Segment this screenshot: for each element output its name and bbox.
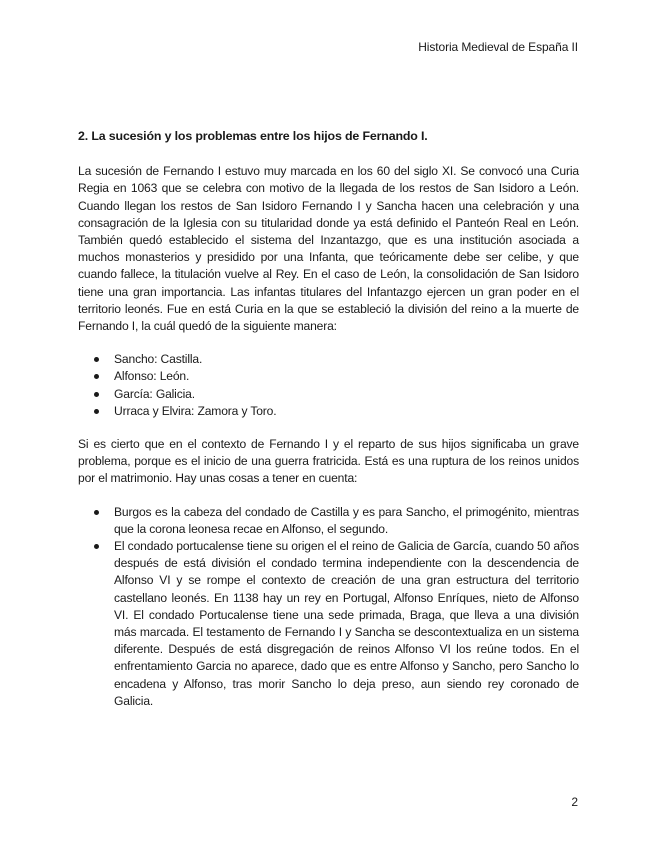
list-item [78,403,579,420]
intro-paragraph: La sucesión de Fernando I estuvo muy marcada en los 60 del siglo XI. Se convocó una Curia Regia en 1063 que se celebra con motivo de la llegada de los restos de San Isidoro a León. Cuando llegan los restos de San Isidoro Fernando I y Sancha hacen una celebración y una consagración de la Iglesia con su titularidad donde ya está definido el Panteón Real en León. También quedó establecido el sistema del Inzantazgo, que es una institución asociada a muchos monasterios y presidido por una Infanta, que teóricamente debe ser celibe, y que cuando fallece, la titulación vuelve al Rey. En el caso de León, la consolidación de San Isidoro tiene una gran importancia. Las infantas titulares del Infantazgo ejercen un gran poder en el territorio leonés. Fue en está Curia en la que se estableció la división del reino a la muerte de Fernando I, la cuál quedó de la siguiente manera: [78,164,579,334]
list-item-text: El condado portucalense tiene su origen el el reino de Galicia de García, cuando 50 años después de está división el condado termina independiente con la descendencia de Alfonso VI y se rompe el contexto de creación de una gran estructura del territorio castellano leonés. En 1138 hay un rey en Portugal, Alfonso Enríques, nieto de Alfonso VI. El condado Portucalense tiene una sede primada, Braga, que lleva a una división más marcada. El testamento de Fernando I y Sancha se descontextualiza en un sistema diferente. Después de está disgregación de reinos Alfonso VI los reúne todos. En el enfrentamiento Garcia no aparece, dado que es entre Alfonso y Sancho, pero Sancho lo encadena y Alfonso, tras morir Sancho lo deja preso, aun siendo rey coronado de Galicia. [114,539,579,708]
bullet-icon [94,510,99,515]
bullet-icon [94,409,99,414]
list-item-text: García: Galicia. [114,386,195,401]
bullet-icon [94,392,99,397]
division-list [78,351,579,420]
page-content [78,128,579,726]
list-item-text: Urraca y Elvira: Zamora y Toro. [114,403,277,418]
bullet-icon [94,357,99,362]
list-item-text: Sancho: Castilla. [114,352,203,367]
list-item-text: Burgos es la cabeza del condado de Castilla y es para Sancho, el primogénito, mientras que la corona leonesa recae en Alfonso, el segundo. [114,504,579,536]
list-item [78,368,579,385]
list-item [78,351,579,368]
list-item-text: Alfonso: León. [114,369,190,384]
notes-list [78,504,579,710]
list-item [78,386,579,403]
second-paragraph: Si es cierto que en el contexto de Fernando I y el reparto de sus hijos significaba un grave problema, porque es el inicio de una guerra fratricida. Está es una ruptura de los reinos unidos por el matrimonio. Hay unas cosas a tener en cuenta: [78,437,579,486]
bullet-icon [94,374,99,379]
running-header: Historia Medieval de España II [418,40,578,54]
list-item [78,504,579,538]
bullet-icon [94,544,99,549]
list-item [78,538,579,710]
section-title: 2. La sucesión y los problemas entre los hijos de Fernando I. [78,129,428,143]
page-number: 2 [571,795,578,809]
